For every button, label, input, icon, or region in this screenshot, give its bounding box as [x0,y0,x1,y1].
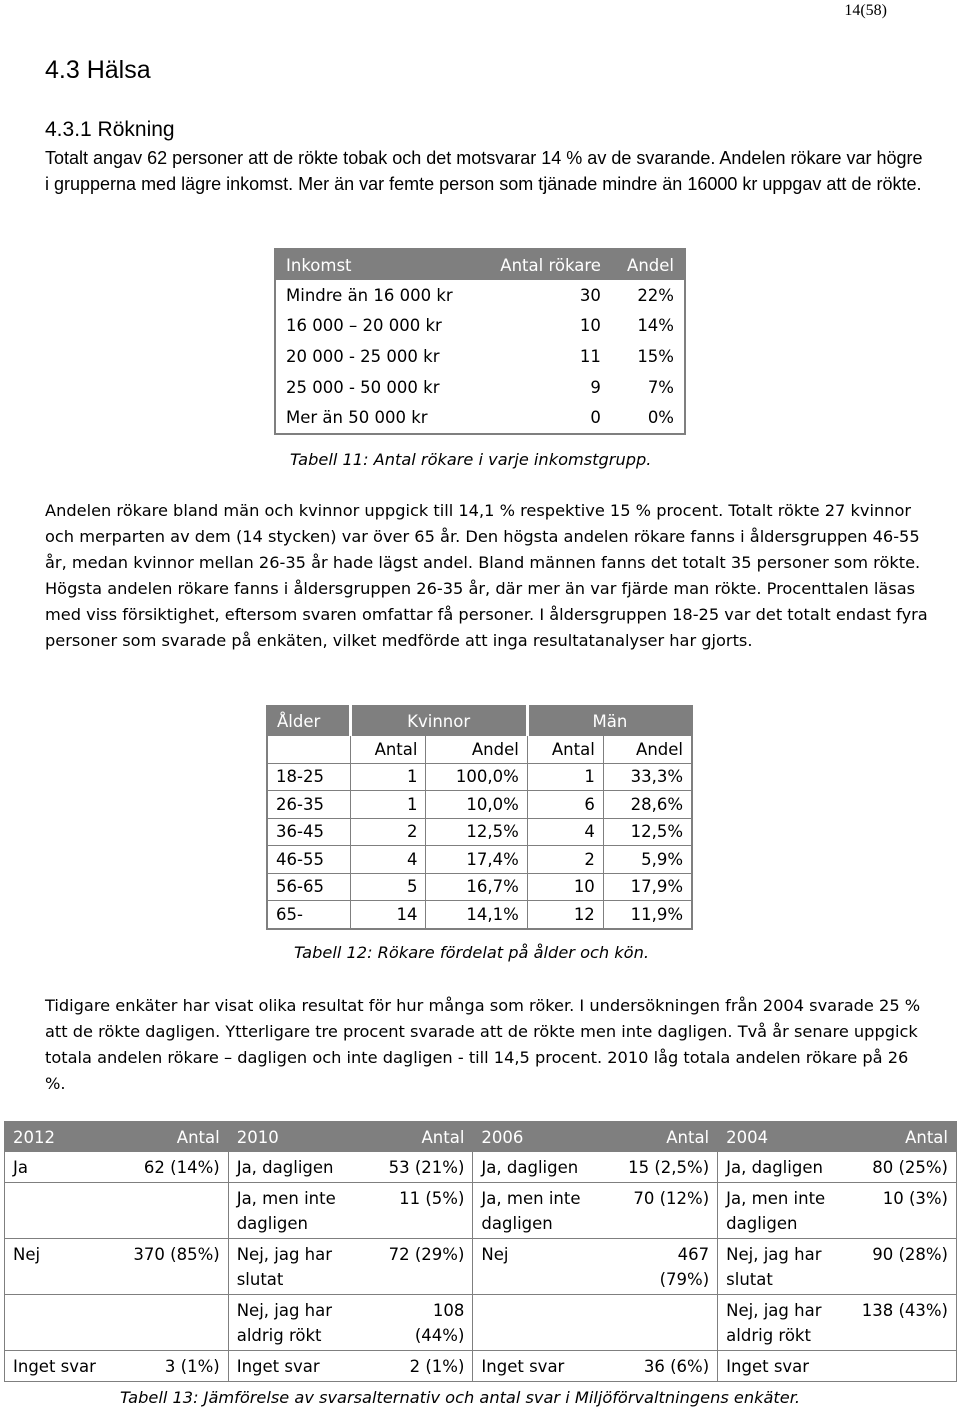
table-cell: Mer än 50 000 kr [286,408,428,428]
table-cell: Inget svar [718,1351,853,1382]
table-cell: Andel [603,736,692,764]
table-cell: 15% [637,346,674,366]
table-cell: 10,0% [426,791,527,819]
table-cell: Ja, men inte dagligen [718,1183,853,1239]
table-cell: 17,9% [603,873,692,901]
table-cell: Mindre än 16 000 kr [286,285,453,305]
table-cell: 12,5% [426,818,527,846]
table-cell: 3 (1%) [114,1351,228,1382]
table-cell: 28,6% [603,791,692,819]
table-cell: 11 (5%) [373,1183,473,1239]
table-cell: Andel [426,736,527,764]
page-number: 14(58) [844,2,887,19]
table-header-row [267,706,692,736]
table-cell: 16 000 – 20 000 kr [286,316,442,336]
column-header: 2006 [473,1122,618,1153]
table-cell: 467 (79%) [618,1239,718,1295]
table-cell: 2 [527,846,603,874]
table-cell: 11 [579,346,601,366]
table-row [275,311,685,342]
table-cell: Nej, jag har aldrig rökt [228,1295,373,1351]
table-cell: 10 [527,873,603,901]
column-header: Antal [618,1122,718,1153]
table-cell: 0% [647,408,674,428]
table-cell [853,1351,957,1382]
table-cell: 2 [350,818,426,846]
table-cell: Inget svar [228,1351,373,1382]
column-header: 2010 [228,1122,373,1153]
table-cell: Nej [473,1239,618,1295]
table-cell: 30 [579,285,601,305]
table-cell: 108 (44%) [373,1295,473,1351]
table-cell: 2 (1%) [373,1351,473,1382]
table-cell [114,1295,228,1351]
gender-age-paragraph: Andelen rökare bland män och kvinnor uppgick till 14,1 % respektive 15 % procent. Totalt rökte 27 kvinnor och merparten av dem (14 stycken) var över 65 år. Den högsta andelen rökare fanns i åldersgruppen 46-55 år, medan kvinnor mellan 26-35 år hade lägst andel. Bland männen fanns det totalt 35 personer som rökte. Högsta andelen rökare fanns i åldersgruppen 26-35 år, där mer än var fjärde man rökte. Procenttalen läsas med viss försiktighet, eftersom svaren omfattar få personer. I åldersgruppen 18-25 var det totalt endast fyra personer som svarade på enkäten, vilket medförde att inga resultatanalyser har gjorts. [45,501,928,650]
table-cell: 14 [350,901,426,929]
column-header: Antal [373,1122,473,1153]
table-13-caption: Tabell 13: Jämförelse av svarsalternativ och antal svar i Miljöförvaltningens enkäter. [120,1388,801,1407]
table-cell: 5,9% [603,846,692,874]
table-row [5,1183,957,1239]
table-cell: 36 (6%) [618,1351,718,1382]
table-cell: 15 (2,5%) [628,1158,710,1177]
table-cell: Inget svar [473,1351,618,1382]
table-row [275,280,685,311]
table-12-caption: Tabell 12: Rökare fördelat på ålder och kön. [294,943,649,962]
table-cell: 10 [579,316,601,336]
table-row [267,846,692,874]
table-cell: 4 [527,818,603,846]
table-cell: Nej, jag har slutat [718,1239,853,1295]
table-row [267,818,692,846]
table-cell: 72 (29%) [373,1239,473,1295]
income-smokers-table [274,248,686,435]
column-header: 2004 [718,1122,853,1153]
column-header: Män [527,706,692,736]
table-cell: Ja, men inte dagligen [473,1183,618,1239]
table-cell: 0 [590,408,601,428]
column-header: 2012 [5,1122,115,1153]
table-cell: 100,0% [426,763,527,791]
table-cell: 17,4% [426,846,527,874]
table-cell: 36-45 [267,818,350,846]
table-cell: 14,1% [426,901,527,929]
table-row [5,1351,957,1382]
table-row [5,1295,957,1351]
table-cell: 370 (85%) [114,1239,228,1295]
table-cell: 70 (12%) [618,1183,718,1239]
table-cell: 12,5% [603,818,692,846]
table-cell: 16,7% [426,873,527,901]
table-cell: 25 000 - 50 000 kr [286,377,440,397]
subsection-heading: 4.3.1 Rökning [45,118,175,141]
table-cell: 1 [350,791,426,819]
table-row [5,1152,957,1183]
table-cell: 9 [590,377,601,397]
table-cell: 62 (14%) [143,1158,220,1177]
table-header-row [275,249,685,280]
table-row [267,873,692,901]
column-header: Antal [114,1122,228,1153]
table-cell: 46-55 [267,846,350,874]
column-header: Antal rökare [480,249,611,280]
table-row [275,372,685,403]
column-header: Andel [611,249,685,280]
table-cell [267,736,350,764]
survey-comparison-table [4,1121,957,1382]
table-cell: Nej [5,1239,115,1295]
table-row [267,901,692,929]
table-cell: 4 [350,846,426,874]
table-cell: 138 (43%) [853,1295,957,1351]
table-header-row [5,1122,957,1153]
table-cell: 80 (25%) [872,1158,948,1177]
table-cell [5,1295,115,1351]
column-header: Ålder [267,706,350,736]
table-cell: Ja, men inte dagligen [228,1183,373,1239]
table-row [267,763,692,791]
intro-paragraph: Totalt angav 62 personer att de rökte tobak och det motsvarar 14 % av de svarande. Andelen rökare var högre i grupperna med lägre inkomst. Mer än var femte person som tjänade mindre än 16000 kr uppgav att de rökte. [45,148,923,194]
table-cell: Antal [350,736,426,764]
column-header: Inkomst [275,249,480,280]
table-11-caption: Tabell 11: Antal rökare i varje inkomstgrupp. [290,450,652,469]
table-cell: 1 [350,763,426,791]
table-cell: Inget svar [5,1351,115,1382]
table-cell: 1 [527,763,603,791]
table-cell: 5 [350,873,426,901]
table-cell: Ja, dagligen [473,1152,618,1183]
table-cell: 26-35 [267,791,350,819]
table-cell: 53 (21%) [388,1158,465,1177]
table-cell [5,1183,115,1239]
table-row [267,791,692,819]
table-row [275,402,685,434]
previous-surveys-paragraph: Tidigare enkäter har visat olika resultat för hur många som röker. I undersökningen från 2004 svarade 25 % att de rökte dagligen. Ytterligare tre procent svarade att de rökte men inte dagligen. Två år senare uppgick totala andelen rökare – dagligen och inte dagligen - till 14,5 procent. 2010 låg totala andelen rökare på 26 %. [45,996,921,1093]
table-cell: 20 000 - 25 000 kr [286,346,440,366]
table-cell [618,1295,718,1351]
table-cell: Ja, dagligen [228,1152,373,1183]
table-cell: Nej, jag har slutat [228,1239,373,1295]
table-cell: 12 [527,901,603,929]
age-gender-smokers-table [266,705,693,930]
table-subheader-row [267,736,692,764]
table-cell: Ja [13,1158,28,1177]
table-cell: 65- [267,901,350,929]
table-cell: 22% [637,285,674,305]
table-cell: Ja, dagligen [718,1152,853,1183]
section-heading: 4.3 Hälsa [45,56,151,84]
table-cell [114,1183,228,1239]
table-cell: 56-65 [267,873,350,901]
table-cell [473,1295,618,1351]
table-cell: 90 (28%) [853,1239,957,1295]
table-cell: 7% [647,377,674,397]
table-cell: 33,3% [603,763,692,791]
table-row [5,1239,957,1295]
table-cell: Nej, jag har aldrig rökt [718,1295,853,1351]
table-cell: 10 (3%) [853,1183,957,1239]
table-cell: 6 [527,791,603,819]
table-cell: Antal [527,736,603,764]
column-header: Kvinnor [350,706,527,736]
table-cell: 18-25 [267,763,350,791]
table-cell: 11,9% [603,901,692,929]
table-cell: 14% [637,316,674,336]
column-header: Antal [853,1122,957,1153]
table-row [275,341,685,372]
